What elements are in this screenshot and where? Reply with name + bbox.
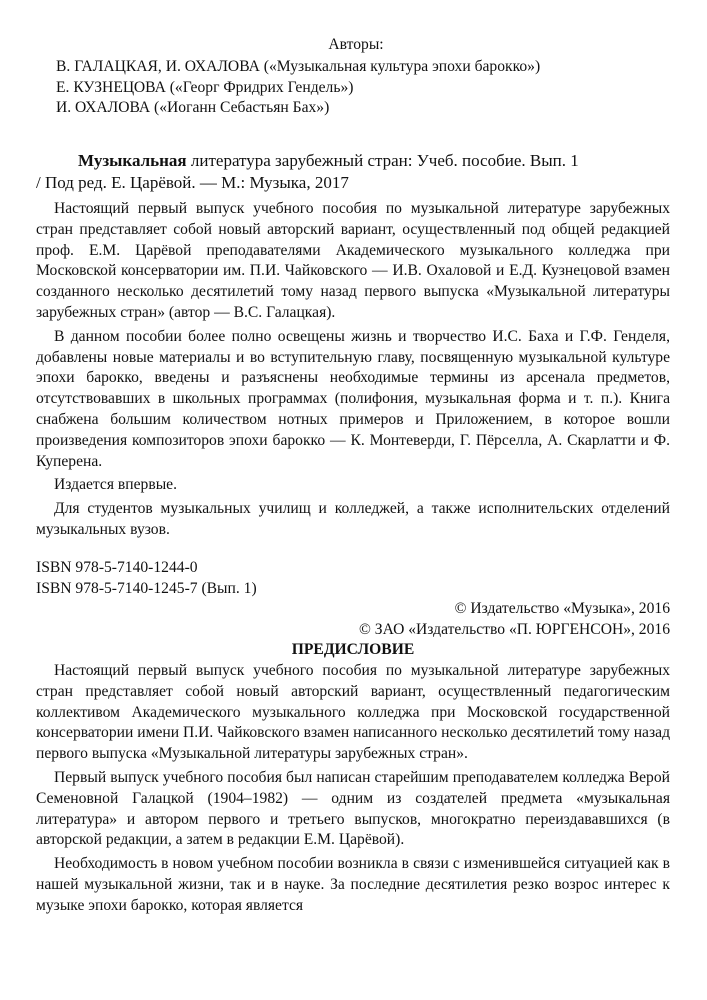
isbn-line: ISBN 978-5-7140-1244-0 [36, 559, 198, 576]
preface-paragraph: Первый выпуск учебного пособия был написан старейшим преподавателем колледжа Верой Семеновной Галацкой (1904–1982) — одним из создателей предмета «музыкальная литература» и автором первого и третьего выпусков, многократно переиздававшихся (в авторской редакции, а затем в редакции Е.М. Царёвой). [36, 768, 670, 849]
annotation-paragraph: Издается впервые. [54, 476, 177, 494]
preface-heading: ПРЕДИСЛОВИЕ [291, 641, 415, 658]
author-line: Е. КУЗНЕЦОВА («Георг Фридрих Гендель») [56, 78, 354, 96]
preface-paragraph: Необходимость в новом учебном пособии возникла в связи с изменившейся ситуацией как в нашей музыкальной жизни, так и в науке. За последние десятилетия резко возрос интерес к музыке эпохи барокко, которая является [36, 855, 670, 914]
author-line: И. ОХАЛОВА («Иоганн Себастьян Бах») [56, 99, 330, 117]
book-title-bold-word: Музыкальная [78, 151, 187, 170]
isbn-line: ISBN 978-5-7140-1245-7 (Вып. 1) [36, 579, 257, 597]
annotation-block [36, 199, 670, 541]
preface-paragraph: Настоящий первый выпуск учебного пособия по музыкальной литературе зарубежных стран представляет собой новый авторский вариант, осуществленный педагогическим коллективом Академического музыкального колледжа при Московской государственной консерватории имени П.И. Чайковского взамен написанного несколько десятилетий тому назад первого выпуска «Музыкальной литературы зарубежных стран». [36, 662, 670, 763]
copyright-line: © Издательство «Музыка», 2016 [454, 600, 670, 617]
author-line: В. ГАЛАЦКАЯ, И. ОХАЛОВА («Музыкальная культура эпохи барокко») [56, 57, 541, 75]
authors-block [36, 35, 676, 119]
book-title-line-2: / Под ред. Е. Царёвой. — М.: Музыка, 2017 [36, 173, 349, 193]
isbn-block [36, 558, 670, 600]
annotation-paragraph: В данном пособии более полно освещены жизнь и творчество И.С. Баха и Г.Ф. Генделя, добавлены новые материалы и во вступительную главу, посвященную музыкальной культуре эпохи барокко, введены и разъяснены необходимые термины из арсенала предметов, отсутствовавших в школьных программах (полифония, музыкальная форма и т. п.). Книга снабжена большим количеством нотных примеров и Приложением, в которое вошли произведения композиторов эпохи барокко — К. Монтеверди, Г. Пёрселла, А. Скарлатти и Ф. Куперена. [36, 327, 670, 470]
authors-heading: Авторы: [328, 36, 384, 53]
preface-block [36, 661, 670, 917]
book-title-rest: литература зарубежный стран: Учеб. пособие. Вып. 1 [186, 151, 579, 170]
copyright-line: © ЗАО «Издательство «П. ЮРГЕНСОН», 2016 [359, 620, 670, 638]
annotation-paragraph: Настоящий первый выпуск учебного пособия по музыкальной литературе зарубежных стран представляет собой новый авторский вариант, осуществленный под общей редакцией проф. Е.М. Царёвой преподавателями Академического музыкального колледжа при Московской консерватории им. П.И. Чайковского — И.В. Охаловой и Е.Д. Кузнецовой взамен созданного несколько десятилетий тому назад первого выпуска «Музыкальной литературы зарубежных стран» (автор — В.С. Галацкая). [36, 200, 670, 321]
annotation-paragraph: Для студентов музыкальных училищ и колледжей, а также исполнительских отделений музыкальных вузов. [36, 500, 670, 538]
book-title-line-1 [36, 150, 670, 172]
copyright-block [36, 599, 670, 641]
book-title-block [36, 150, 670, 195]
